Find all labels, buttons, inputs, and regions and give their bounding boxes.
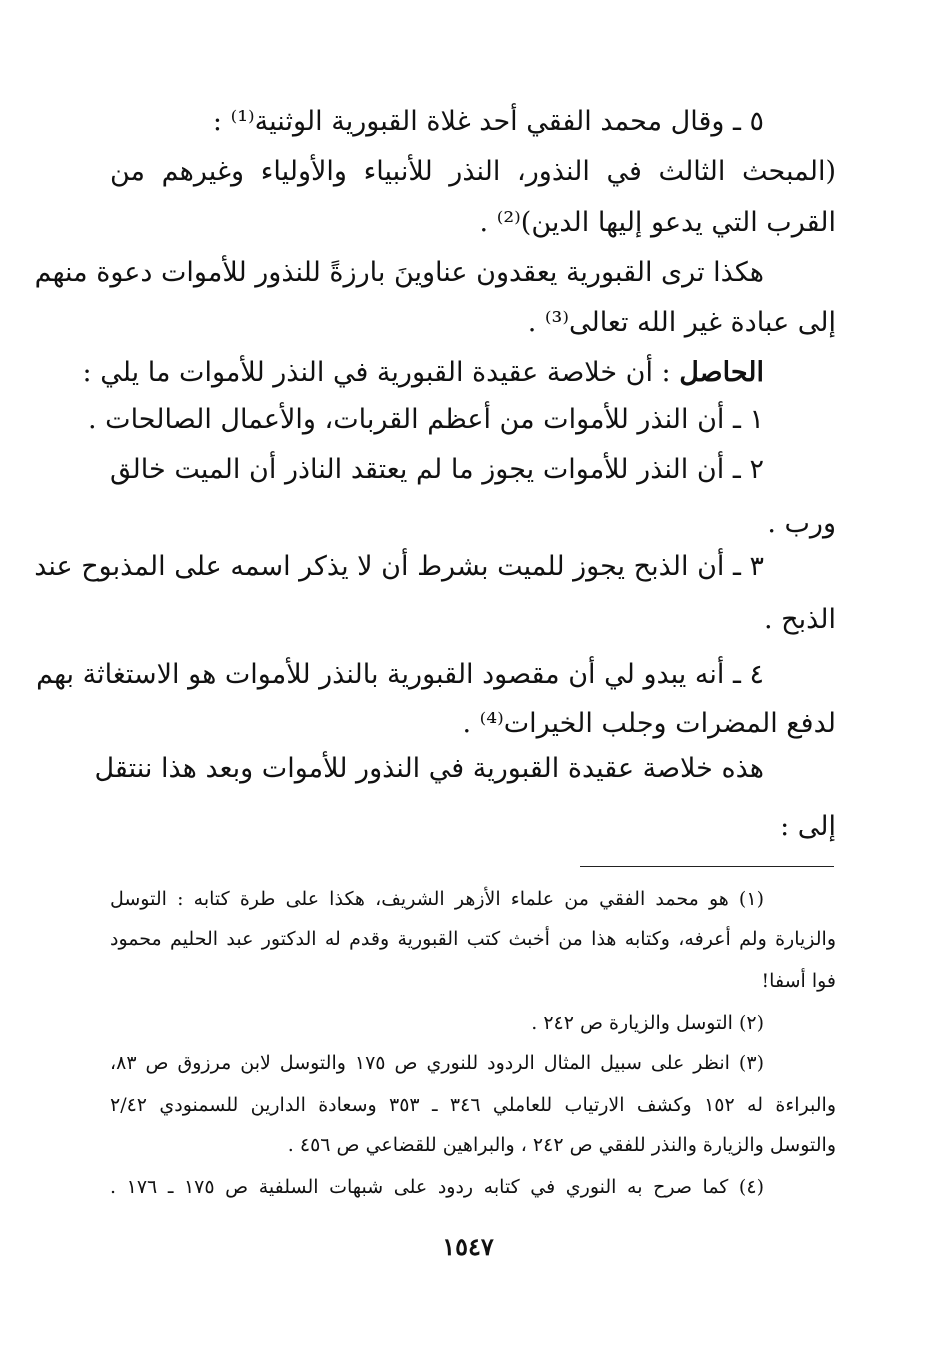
footnote-3-line-1: (٣) انظر على سبيل المثال الردود للنوري ص ١٧٥ والتوسل لابن مرزوق ص ٨٣، xyxy=(110,1052,764,1074)
text-line-15: إلى : xyxy=(780,811,836,842)
text-line-4: هكذا ترى القبورية يعقدون عناوينَ بارزةً للنذور للأموات دعوة منهم xyxy=(34,257,764,288)
text-line-8: ٢ ـ أن النذر للأموات يجوز ما لم يعتقد الناذر أن الميت خالق xyxy=(110,454,764,485)
text-line-13: لدفع المضرات وجلب الخيرات⁽⁴⁾ . xyxy=(462,708,836,739)
footnote-1-line-1: (١) هو محمد الفقي من علماء الأزهر الشريف، هكذا على طرة كتابه : التوسل xyxy=(110,888,764,910)
footnote-3-line-3: والتوسل والزيارة والنذر للفقي ص ٢٤٢ ، والبراهين للقضاعي ص ٤٥٦ . xyxy=(287,1134,836,1156)
footnote-4: (٤) كما صرح به النوري في كتابه ردود على شبهات السلفية ص ١٧٥ ـ ١٧٦ . xyxy=(110,1176,764,1198)
text-line-10: ٣ ـ أن الذبح يجوز للميت بشرط أن لا يذكر اسمه على المذبوح عند xyxy=(34,551,764,582)
footnote-2: (٢) التوسل والزيارة ص ٢٤٢ . xyxy=(531,1012,764,1034)
text-line-11: الذبح . xyxy=(763,604,836,635)
text-line-9: ورب . xyxy=(767,508,836,539)
footnote-separator xyxy=(580,866,834,867)
text-line-7: ١ ـ أن النذر للأموات من أعظم القربات، والأعمال الصالحات . xyxy=(88,404,764,435)
text-line-5: إلى عبادة غير الله تعالى⁽³⁾ . xyxy=(527,307,836,338)
text-line-3: القرب التي يدعو إليها الدين)⁽²⁾ . xyxy=(479,207,836,238)
footnote-1-line-2: والزيارة ولم أعرفه، وكتابه هذا من أخبث كتب القبورية وقدم له الدكتور عبد الحليم محمود xyxy=(110,928,836,950)
text-line-2: (المبحث الثالث في النذور، النذر للأنبياء والأولياء وغيرهم من xyxy=(110,156,836,187)
text-line-1: ٥ ـ وقال محمد الفقي أحد غلاة القبورية الوثنية⁽¹⁾ : xyxy=(212,106,764,137)
page-number: ١٥٤٧ xyxy=(442,1232,494,1261)
text-line-6 xyxy=(82,346,836,399)
summary-label: الحاصل xyxy=(679,357,764,388)
text-line-14: هذه خلاصة عقيدة القبورية في النذور للأموات وبعد هذا ننتقل xyxy=(94,753,764,784)
text-line-12: ٤ ـ أنه يبدو لي أن مقصود القبورية بالنذر للأموات هو الاستغاثة بهم xyxy=(36,659,764,690)
footnote-3-line-2: والبراءة له ١٥٢ وكشف الارتياب للعاملي ٣٤٦ ـ ٣٥٣ وسعادة الدارين للسمنودي ٢/٤٢ xyxy=(110,1094,836,1116)
summary-text: : أن خلاصة عقيدة القبورية في النذر للأموات ما يلي : xyxy=(82,357,680,388)
footnote-1-line-3: فوا أسفا! xyxy=(761,970,836,992)
